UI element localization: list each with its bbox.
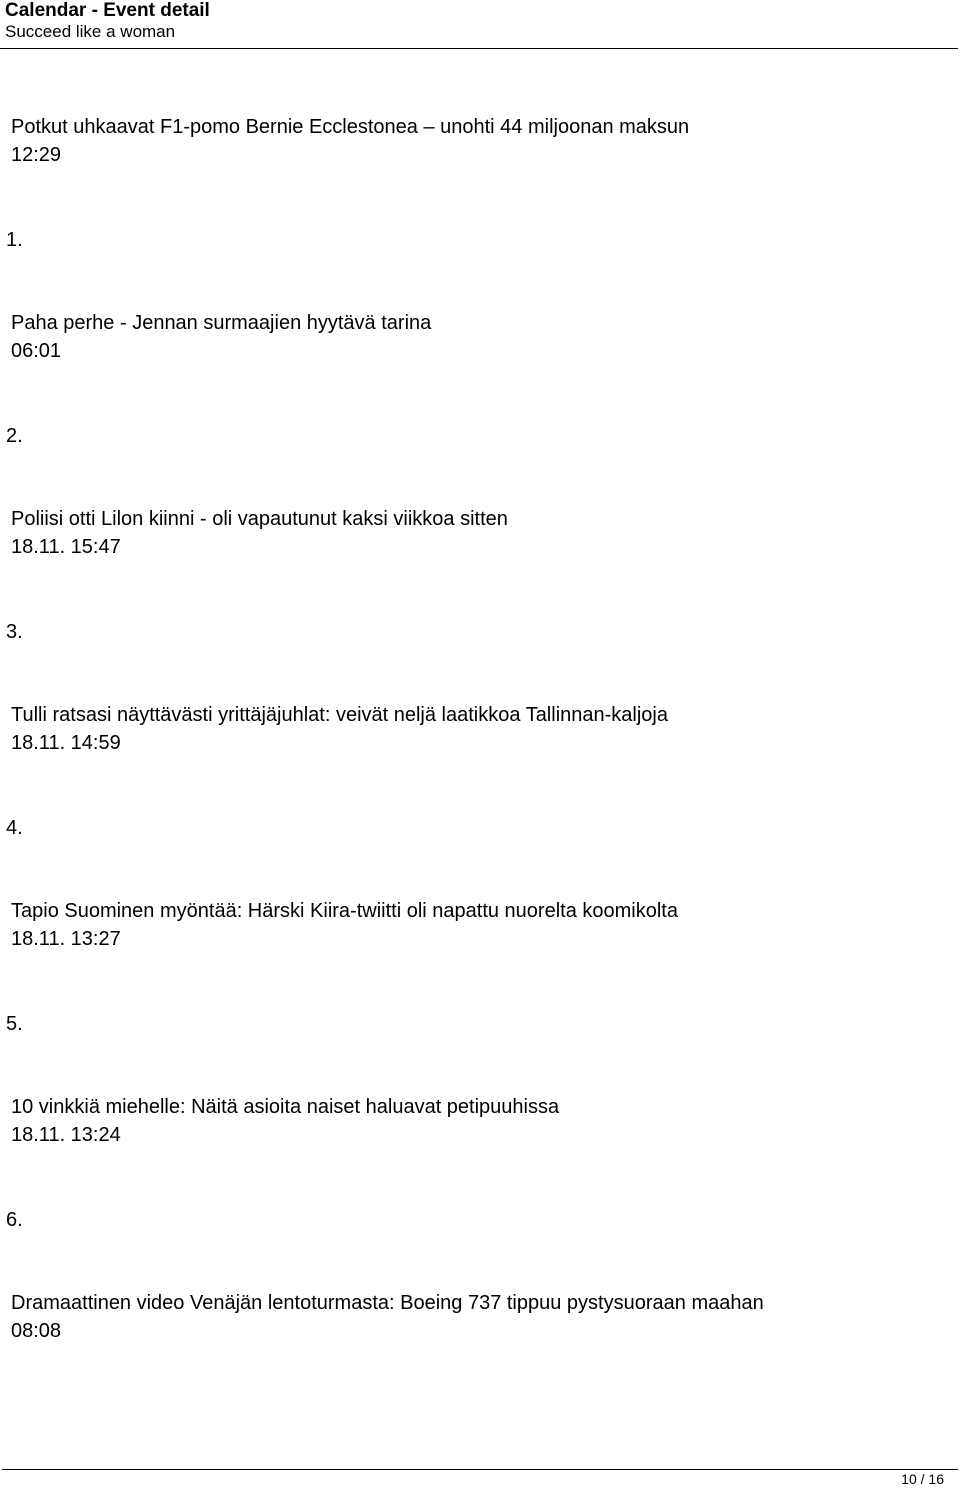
article-time: 18.11. 13:27 <box>11 928 121 950</box>
article-item[interactable] <box>11 1289 951 1345</box>
article-rank: 1. <box>6 229 23 251</box>
article-title[interactable]: Poliisi otti Lilon kiinni - oli vapautunut kaksi viikkoa sitten <box>11 508 508 530</box>
article-rank: 3. <box>6 621 23 643</box>
header-title: Calendar - Event detail <box>5 0 210 21</box>
article-time: 18.11. 15:47 <box>11 536 121 558</box>
article-time: 18.11. 13:24 <box>11 1124 121 1146</box>
article-rank: 5. <box>6 1013 23 1035</box>
article-time: 08:08 <box>11 1320 62 1342</box>
article-title[interactable]: Tapio Suominen myöntää: Härski Kiira-twiitti oli napattu nuorelta koomikolta <box>11 900 678 922</box>
article-time: 18.11. 14:59 <box>11 732 121 754</box>
article-rank: 4. <box>6 817 23 839</box>
article-item[interactable] <box>11 505 951 561</box>
page-number: 10 / 16 <box>901 1471 944 1487</box>
footer-divider <box>2 1469 958 1470</box>
article-time: 06:01 <box>11 340 62 362</box>
header-subtitle: Succeed like a woman <box>5 22 176 41</box>
article-time: 12:29 <box>11 144 62 166</box>
article-item[interactable] <box>11 701 951 757</box>
article-title[interactable]: Paha perhe - Jennan surmaajien hyytävä tarina <box>11 312 432 334</box>
article-title[interactable]: Tulli ratsasi näyttävästi yrittäjäjuhlat: veivät neljä laatikkoa Tallinnan-kaljoja <box>11 704 668 726</box>
article-item[interactable] <box>11 897 951 953</box>
article-rank: 2. <box>6 425 23 447</box>
article-title[interactable]: Dramaattinen video Venäjän lentoturmasta: Boeing 737 tippuu pystysuoraan maahan <box>11 1292 764 1314</box>
article-title[interactable]: Potkut uhkaavat F1-pomo Bernie Ecclestonea – unohti 44 miljoonan maksun <box>11 116 690 138</box>
article-title[interactable]: 10 vinkkiä miehelle: Näitä asioita naiset haluavat petipuuhissa <box>11 1096 560 1118</box>
article-rank: 6. <box>6 1209 23 1231</box>
article-item[interactable] <box>11 113 951 169</box>
article-item[interactable] <box>11 309 951 365</box>
page-header <box>0 0 958 49</box>
article-item[interactable] <box>11 1093 951 1149</box>
